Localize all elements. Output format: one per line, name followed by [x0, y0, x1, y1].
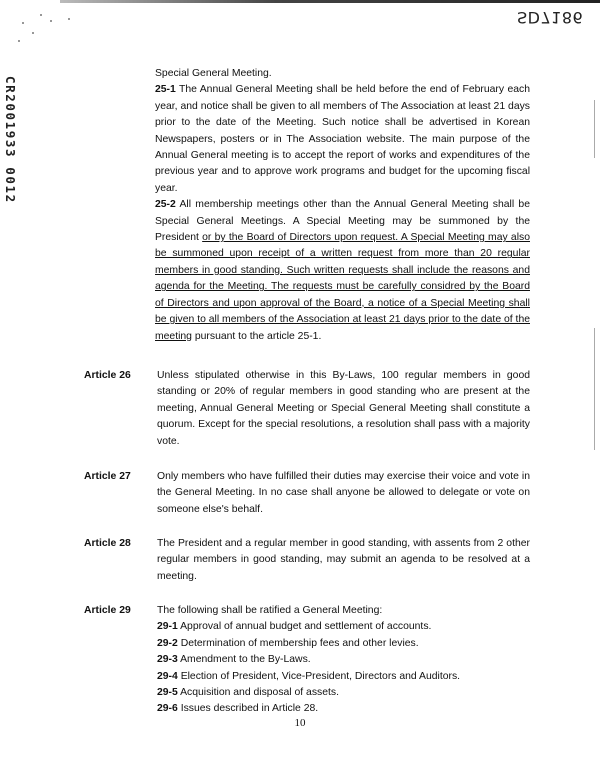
- item-number: 29-3: [157, 654, 178, 666]
- item-text: Determination of membership fees and other levies.: [180, 637, 419, 649]
- scan-speckle: [68, 18, 70, 20]
- article-text: Unless stipulated otherwise in this By-Laws, 100 regular members in good standing or 20% of regular members in good standing who are present at the meeting, Annual General Meeting or Special General Meeting shall constitute a quorum. Except for the special resolutions, a resolution shall pass with a majority vote.: [157, 370, 530, 447]
- list-item: [157, 669, 530, 685]
- scan-speckle: [18, 40, 20, 42]
- list-item: [157, 652, 530, 668]
- section-intro: Special General Meeting.: [155, 68, 272, 79]
- item-text: Election of President, Vice-President, Directors and Auditors.: [180, 670, 461, 682]
- page-number: 10: [294, 717, 306, 729]
- article-label: Article 29: [84, 605, 131, 616]
- amended-text: or by the Board of Directors upon request. A Special Meeting may also be summoned upon receipt of a written request from more than 20 regular members in good standing. Such written requests shall include the reasons and agenda for the Meeting. The requests must be carefully considred by the Board of Directors and upon approval of the Board, a notice of a Special Meeting shall be given to all members of the Association at least 21 days prior to the date of the meeting: [155, 232, 530, 342]
- clause-number: 25-2: [155, 199, 176, 211]
- article-27: [84, 469, 530, 518]
- handwritten-code: SD7186: [517, 8, 584, 27]
- article-text: Only members who have fulfilled their duties may exercise their voice and vote in the General Meeting. In no case shall anyone be allowed to delegate or vote on someone else's behalf.: [157, 471, 530, 515]
- scan-speckle: [32, 32, 34, 34]
- item-text: Acquisition and disposal of assets.: [180, 687, 339, 699]
- article-text: The President and a regular member in good standing, with assents from 2 other regular members in good standing, may submit an agenda to be resolved at a meeting.: [157, 538, 530, 582]
- item-number: 29-1: [157, 621, 178, 633]
- margin-change-bar: [594, 328, 595, 450]
- clause-text: The Annual General Meeting shall be held before the end of February each year, and notice shall be given to all members of The Association at least 21 days prior to the date of the Meeting. Such notice shall be advertised in Korean Newspapers, posters or in The Association website. The main purpose of the Annual General meeting is to accept the report of works and expenditures of the previous year and to approve work programs and budget for the upcoming fiscal year.: [155, 84, 530, 194]
- article-label: Article 26: [84, 370, 131, 381]
- item-number: 29-6: [157, 703, 178, 715]
- article-29: [84, 603, 530, 718]
- clause-25-2: [155, 197, 530, 345]
- list-item: [157, 619, 530, 635]
- scan-top-edge: [60, 0, 600, 3]
- article-intro: The following shall be ratified a General Meeting:: [157, 605, 383, 616]
- scan-speckle: [50, 20, 52, 22]
- item-number: 29-5: [157, 687, 178, 699]
- clause-25-1: [155, 82, 530, 197]
- list-item: [157, 701, 530, 717]
- article-26: [84, 368, 530, 450]
- list-item: [157, 636, 530, 652]
- item-number: 29-2: [157, 637, 178, 649]
- item-number: 29-4: [157, 670, 178, 682]
- clause-text-end: pursuant to the article 25-1.: [191, 330, 322, 342]
- margin-change-bar: [594, 100, 595, 158]
- article-label: Article 28: [84, 538, 131, 549]
- article-28: [84, 536, 530, 585]
- clause-number: 25-1: [155, 84, 176, 96]
- item-text: Issues described in Article 28.: [180, 703, 319, 715]
- section-25: [155, 66, 530, 345]
- clause-text: All membership meetings other than the Annual General Meeting shall be Special General Meetings. A Special Meeting may be summoned by the President: [155, 199, 530, 244]
- item-text: Approval of annual budget and settlement of accounts.: [180, 621, 432, 633]
- article-label: Article 27: [84, 471, 131, 482]
- side-stamp: CR2001933 0012: [3, 76, 18, 204]
- list-item: [157, 685, 530, 701]
- item-text: Amendment to the By-Laws.: [180, 654, 311, 666]
- scan-speckle: [22, 22, 24, 24]
- scan-speckle: [40, 14, 42, 16]
